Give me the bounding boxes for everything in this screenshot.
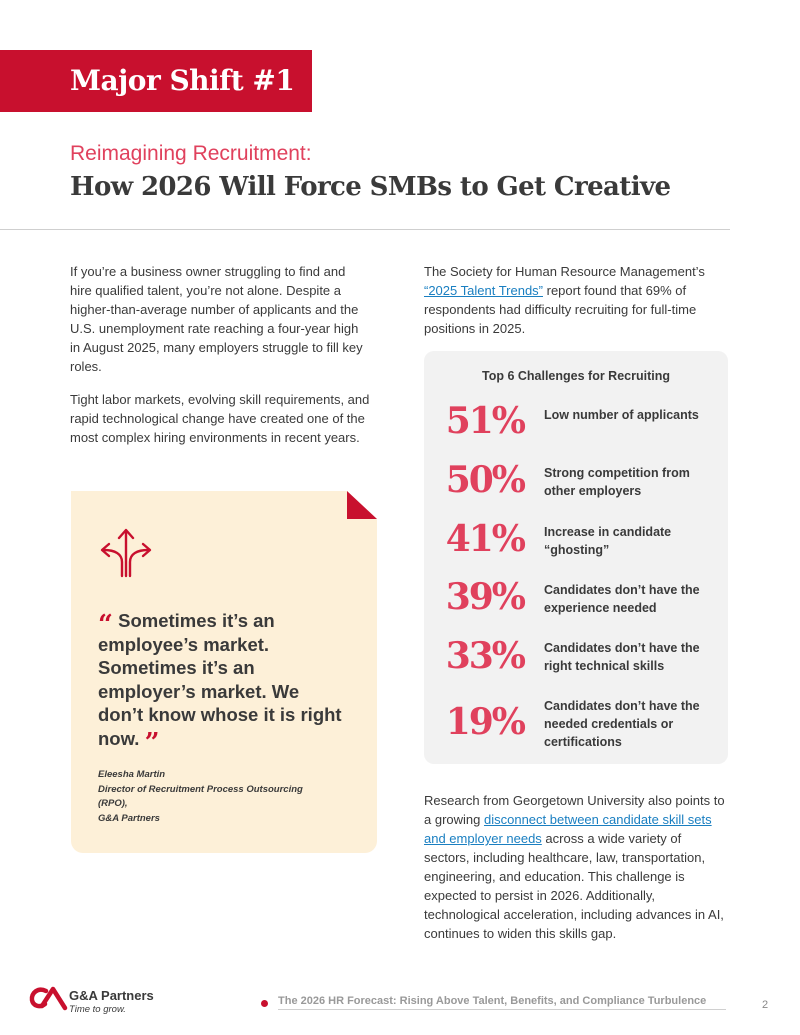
quote-text: Sometimes it’s an employee’s market. Sometimes it’s an employer’s market. We don’t know whose it is right now.: [98, 610, 342, 749]
talent-trends-link[interactable]: “2025 Talent Trends”: [424, 283, 543, 298]
open-quote-icon: “: [98, 610, 113, 640]
stat-label: Candidates don’t have the right technical skills: [544, 641, 700, 673]
intro-paragraph: If you’re a business owner struggling to find and hire qualified talent, you’re not alone. Despite a higher-than-average number of applicants and the U.S. unemployment rate reaching a four-year high in August 2025, many employers struggle to fill key roles.: [70, 264, 363, 374]
stat-value: 39%: [445, 576, 524, 618]
banner-title: Major Shift #1: [70, 64, 295, 97]
stat-label: Increase in candidate “ghosting”: [544, 525, 672, 557]
footer-document-title: The 2026 HR Forecast: Rising Above Talent, Benefits, and Compliance Turbulence: [278, 995, 707, 1007]
section-subtitle: Reimagining Recruitment:: [70, 142, 312, 165]
stat-value: 19%: [445, 701, 524, 743]
stat-label: Strong competition from other employers: [544, 466, 690, 498]
shrm-paragraph: The Society for Human Resource Management’s “2025 Talent Trends” report found that 69% of respondents had difficulty recruiting for full-time positions in 2025.: [424, 264, 705, 336]
georgetown-paragraph: Research from Georgetown University also points to a growing disconnect between candidate skill sets and employer needs across a wide variety of sectors, including healthcare, law, transportation, engineering, and education. This challenge is expected to persist in 2026. Additionally, technological acceleration, including advances in AI, continues to widen this skills gap.: [424, 793, 725, 941]
ga-logo-icon: [28, 985, 68, 1011]
context-paragraph: Tight labor markets, evolving skill requirements, and rapid technological change have created one of the most complex hiring environments in recent years.: [70, 392, 370, 445]
split-arrows-icon: [95, 518, 157, 580]
quote-attribution: [98, 768, 318, 826]
pull-quote: [98, 609, 343, 758]
skills-gap-link[interactable]: disconnect between candidate skill sets and employer needs: [424, 812, 712, 846]
header-divider: [0, 229, 730, 230]
stat-value: 41%: [445, 518, 524, 560]
folded-corner: [347, 491, 377, 519]
stat-value: 50%: [445, 459, 524, 501]
attribution-role: Director of Recruitment Process Outsourcing (RPO),: [98, 783, 303, 809]
attribution-name: Eleesha Martin: [98, 769, 166, 780]
page-number: 2: [762, 999, 769, 1011]
stat-value: 33%: [445, 635, 524, 677]
stat-label: Candidates don’t have the experience needed: [544, 583, 700, 615]
challenges-title: Top 6 Challenges for Recruiting: [482, 369, 670, 383]
footer-divider: [278, 1009, 726, 1010]
bullet-dot-icon: [261, 1000, 268, 1007]
stat-label: Low number of applicants: [544, 408, 699, 422]
page-title: How 2026 Will Force SMBs to Get Creative: [70, 172, 671, 202]
footer-tagline: Time to grow.: [69, 1004, 126, 1015]
attribution-company: G&A Partners: [98, 812, 160, 824]
stat-value: 51%: [445, 400, 524, 442]
footer-brand: G&A Partners: [69, 988, 154, 1003]
close-quote-icon: ”: [144, 727, 160, 758]
stat-label: Candidates don’t have the needed credentials or certifications: [544, 699, 700, 749]
